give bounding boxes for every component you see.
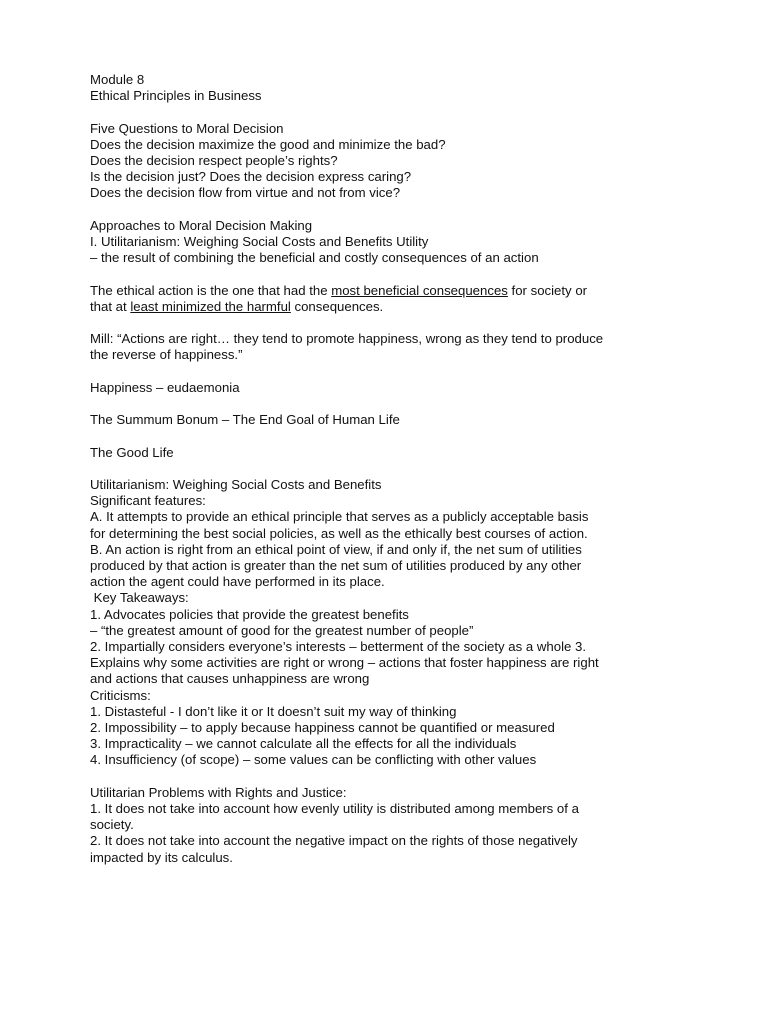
utilitarianism-heading: Utilitarianism: Weighing Social Costs and Benefits <box>90 476 382 492</box>
module-label: Module 8 <box>90 72 145 87</box>
underlined-least-minimized: least minimized the harmful <box>130 298 291 314</box>
ethical-action-text: consequences. <box>290 298 384 314</box>
criticisms-label: Criticisms: <box>90 687 151 703</box>
criticism-4: 4. Insufficiency (of scope) – some values can be conflicting with other values <box>90 752 537 768</box>
spacer <box>90 104 690 120</box>
approach-utilitarianism: I. Utilitarianism: Weighing Social Costs and Benefits Utility <box>90 234 429 249</box>
spacer <box>90 769 690 785</box>
spacer <box>90 428 690 444</box>
mill-quote-line-2: the reverse of happiness.” <box>90 347 243 363</box>
mill-quote-line-1: Mill: “Actions are right… they tend to promote happiness, wrong as they tend to produce <box>90 331 604 347</box>
takeaway-2-line-1: 2. Impartially considers everyone’s interests – betterment of the society as a whole 3. <box>90 638 586 654</box>
approaches-heading: Approaches to Moral Decision Making <box>90 217 313 233</box>
key-takeaways-label: Key Takeaways: <box>90 590 189 606</box>
spacer <box>90 202 690 218</box>
question-4: Does the decision flow from virtue and not from vice? <box>90 185 401 201</box>
takeaway-2-line-2: Explains why some activities are right or wrong – actions that foster happiness are right <box>90 655 599 671</box>
ethical-action-text: for society or <box>507 282 588 298</box>
criticism-1: 1. Distasteful - I don’t like it or It doesn’t suit my way of thinking <box>90 703 457 719</box>
feature-a-line-2: for determining the best social policies, as well as the ethically best courses of action. <box>90 525 588 541</box>
criticism-2: 2. Impossibility – to apply because happiness cannot be quantified or measured <box>90 720 555 735</box>
takeaway-1: 1. Advocates policies that provide the greatest benefits <box>90 606 409 622</box>
question-3: Is the decision just? Does the decision express caring? <box>90 169 412 185</box>
utility-definition: – the result of combining the beneficial and costly consequences of an action <box>90 250 539 266</box>
spacer <box>90 315 690 331</box>
feature-b-line-1: B. An action is right from an ethical point of view, if and only if, the net sum of utilities <box>90 541 582 557</box>
problem-1-line-2: society. <box>90 817 134 833</box>
document-page <box>90 72 690 866</box>
underlined-most-beneficial: most beneficial consequences <box>331 282 508 298</box>
spacer <box>90 364 690 380</box>
feature-a-line-1: A. It attempts to provide an ethical principle that serves as a publicly acceptable basis <box>90 509 589 525</box>
ethical-action-line-1 <box>90 283 690 299</box>
good-life-line: The Good Life <box>90 444 174 460</box>
significant-features-label: Significant features: <box>90 493 206 509</box>
five-questions-heading: Five Questions to Moral Decision <box>90 120 284 136</box>
happiness-line: Happiness – eudaemonia <box>90 379 240 395</box>
takeaway-1-quote: – “the greatest amount of good for the greatest number of people” <box>90 622 474 638</box>
question-2: Does the decision respect people’s rights? <box>90 153 338 168</box>
spacer <box>90 396 690 412</box>
document-title: Ethical Principles in Business <box>90 88 262 104</box>
ethical-action-line-2 <box>90 299 690 315</box>
problems-heading: Utilitarian Problems with Rights and Justice: <box>90 784 347 800</box>
summum-bonum-line: The Summum Bonum – The End Goal of Human Life <box>90 412 400 428</box>
takeaway-2-line-3: and actions that causes unhappiness are wrong <box>90 671 370 687</box>
spacer <box>90 461 690 477</box>
question-1: Does the decision maximize the good and minimize the bad? <box>90 136 446 152</box>
feature-b-line-2: produced by that action is greater than the net sum of utilities produced by any other <box>90 557 582 573</box>
criticism-3: 3. Impracticality – we cannot calculate all the effects for all the individuals <box>90 736 517 752</box>
feature-b-line-3: action the agent could have performed in its place. <box>90 574 385 590</box>
ethical-action-text: The ethical action is the one that had the <box>90 282 332 298</box>
problem-2-line-1: 2. It does not take into account the negative impact on the rights of those negatively <box>90 833 578 849</box>
problem-2-line-2: impacted by its calculus. <box>90 849 233 865</box>
problem-1-line-1: 1. It does not take into account how evenly utility is distributed among members of a <box>90 801 579 816</box>
spacer <box>90 266 690 282</box>
ethical-action-text: that at <box>90 298 131 314</box>
